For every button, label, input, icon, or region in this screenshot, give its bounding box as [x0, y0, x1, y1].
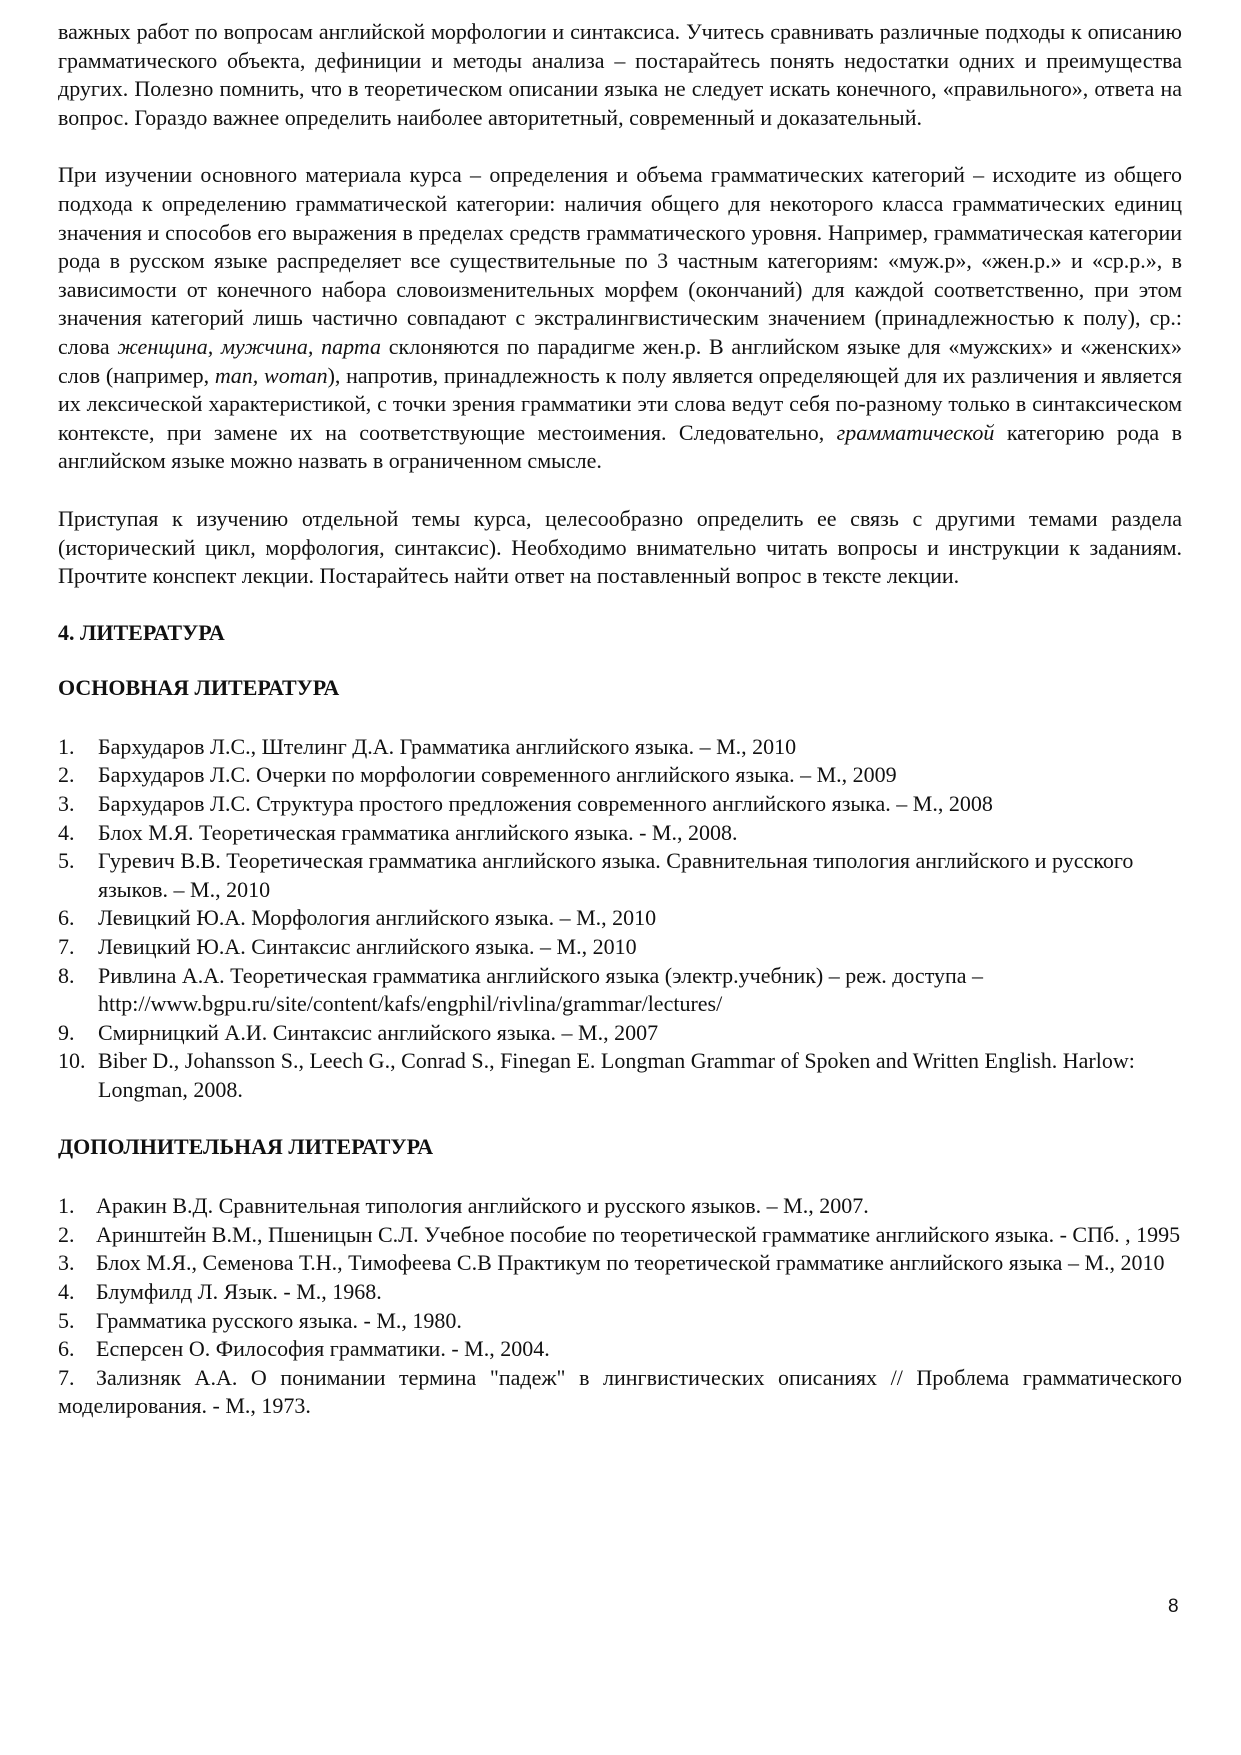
list-item	[58, 933, 1182, 962]
list-item-number: 8.	[58, 962, 75, 988]
list-item-text: Грамматика русского языка. - М., 1980.	[96, 1307, 462, 1333]
paragraph-categories	[58, 161, 1182, 476]
list-item-number: 6.	[58, 905, 75, 931]
section-title-literature: 4. ЛИТЕРАТУРА	[58, 619, 225, 645]
list-item-text: Смирницкий А.И. Синтаксис английского языка. – М., 2007	[98, 1019, 659, 1045]
paragraph-categories-part-c: склоняются по парадигме жен.р. В английском языке для «мужских» и «женских» слов (например,	[58, 333, 1182, 388]
list-item-text: Левицкий Ю.А. Морфология английского языка. – М., 2010	[98, 905, 657, 931]
list-item-text: Бархударов Л.С. Очерки по морфологии современного английского языка. – М., 2009	[98, 762, 897, 788]
list-item-number: 3.	[58, 791, 75, 817]
list-item-text: Блох М.Я. Теоретическая грамматика английского языка. - М., 2008.	[98, 819, 738, 845]
list-item	[58, 1192, 1182, 1221]
list-item	[58, 1335, 1182, 1364]
main-literature-list	[58, 733, 1182, 1105]
list-item-number: 1.	[58, 733, 75, 759]
list-item	[58, 1249, 1182, 1278]
list-item-text: Аринштейн В.М., Пшеницын С.Л. Учебное пособие по теоретической грамматике английского языка. - СПб. , 1995	[96, 1221, 1181, 1247]
list-item-text: Блумфилд Л. Язык. - М., 1968.	[96, 1278, 382, 1304]
paragraph-categories-part-e: ), напротив, принадлежность к полу является определяющей для их различения и является их лексической характеристикой, с точки зрения грамматики эти слова ведут себя по-разному только в синтаксическом контексте, при замене их на соответствующие местоимения. Следовательно,	[58, 362, 1182, 445]
list-item-number: 5.	[58, 848, 75, 874]
paragraph-categories-part-a: При изучении основного материала курса – определения и объема грамматических категорий – исходите из общего подхода к определению грамматической категории: наличия общего для некоторого класса грамматических единиц значения и способов его выражения в пределах средств грамматического уровня. Например, грамматическая категории рода в русском языке распределяет все существительные по 3 частным категориям: «муж.р», «жен.р.» и «ср.р.», в зависимости от конечного набора словоизменительных морфем (окончаний) для каждой соответственно, при этом значения категорий лишь частично совпадают с экстралингвистическим значением (принадлежностью к полу), ср.: слова	[58, 162, 1182, 359]
list-item-text: Зализняк А.А. О понимании термина "падеж" в лингвистических описаниях // Проблема грамматического моделирования. - М., 1973.	[58, 1364, 1182, 1419]
paragraph-study-advice: Приступая к изучению отдельной темы курса, целесообразно определить ее связь с другими темами раздела (исторический цикл, морфология, синтаксис). Необходимо внимательно читать вопросы и инструкции к заданиям. Прочтите конспект лекции. Постарайтесь найти ответ на поставленный вопрос в тексте лекции.	[58, 505, 1182, 589]
list-item-number: 9.	[58, 1019, 75, 1045]
list-item	[58, 1019, 1182, 1048]
paragraph-categories-italic-examples-en: man, woman	[214, 362, 328, 388]
list-item	[58, 1221, 1182, 1250]
list-item-text: Гуревич В.В. Теоретическая грамматика английского языка. Сравнительная типология английского и русского языков. – М., 2010	[98, 848, 1134, 902]
list-item	[58, 904, 1182, 933]
extra-literature-list	[58, 1192, 1182, 1421]
list-item	[58, 1278, 1182, 1307]
list-item-number: 6.	[58, 1336, 75, 1362]
paragraph-categories-italic-term: грамматической	[836, 419, 995, 445]
list-item-number: 2.	[58, 1221, 75, 1247]
list-item-text: Аракин В.Д. Сравнительная типология английского и русского языков. – М., 2007.	[96, 1193, 869, 1219]
list-item-text: Biber D., Johansson S., Leech G., Conrad S., Finegan E. Longman Grammar of Spoken and Written English. Harlow: Longman, 2008.	[98, 1048, 1135, 1102]
list-item-number: 4.	[58, 1278, 75, 1304]
list-item-text: Блох М.Я., Семенова Т.Н., Тимофеева С.В Практикум по теоретической грамматике английского языка – М., 2010	[96, 1250, 1165, 1276]
paragraph-categories-italic-examples-ru: женщина, мужчина, парта	[117, 333, 381, 359]
paragraph-categories-part-g: категорию рода в английском языке можно назвать в ограниченном смысле.	[58, 419, 1183, 474]
list-item	[58, 733, 1182, 762]
list-item-number: 5.	[58, 1307, 75, 1333]
list-item-number: 4.	[58, 819, 75, 845]
document-page	[58, 18, 1182, 1421]
list-item-text: Есперсен О. Философия грамматики. - М., 2004.	[96, 1336, 550, 1362]
list-item	[58, 790, 1182, 819]
list-item	[58, 962, 1182, 1019]
page-number: 8	[1168, 1596, 1179, 1617]
list-item-text: Ривлина А.А. Теоретическая грамматика английского языка (электр.учебник) – реж. доступа – http://www.bgpu.ru/site/content/kafs/engphil/rivlina/grammar/lectures/	[98, 962, 984, 1017]
list-item	[58, 1307, 1182, 1336]
list-item-number: 1.	[58, 1193, 75, 1219]
list-item-number: 7.	[58, 934, 75, 960]
list-item-number: 3.	[58, 1250, 75, 1276]
extra-literature-title: ДОПОЛНИТЕЛЬНАЯ ЛИТЕРАТУРА	[58, 1133, 434, 1159]
list-item	[58, 761, 1182, 790]
list-item-number: 10.	[58, 1048, 86, 1074]
list-item-text: Левицкий Ю.А. Синтаксис английского языка. – М., 2010	[98, 934, 637, 960]
paragraph-intro: важных работ по вопросам английской морфологии и синтаксиса. Учитесь сравнивать различные подходы к описанию грамматического объекта, дефиниции и методы анализа – постарайтесь понять недостатки одних и преимущества других. Полезно помнить, что в теоретическом описании языка не следует искать конечного, «правильного», ответа на вопрос. Гораздо важнее определить наиболее авторитетный, современный и доказательный.	[58, 19, 1182, 130]
list-item-text: Бархударов Л.С., Штелинг Д.А. Грамматика английского языка. – М., 2010	[98, 733, 797, 759]
list-item-number: 7.	[58, 1364, 75, 1390]
list-item	[58, 819, 1182, 848]
list-item	[58, 847, 1182, 904]
list-item	[58, 1364, 1182, 1421]
list-item	[58, 1047, 1182, 1104]
main-literature-title: ОСНОВНАЯ ЛИТЕРАТУРА	[58, 675, 340, 701]
list-item-number: 2.	[58, 762, 75, 788]
list-item-text: Бархударов Л.С. Структура простого предложения современного английского языка. – М., 2008	[98, 791, 993, 817]
